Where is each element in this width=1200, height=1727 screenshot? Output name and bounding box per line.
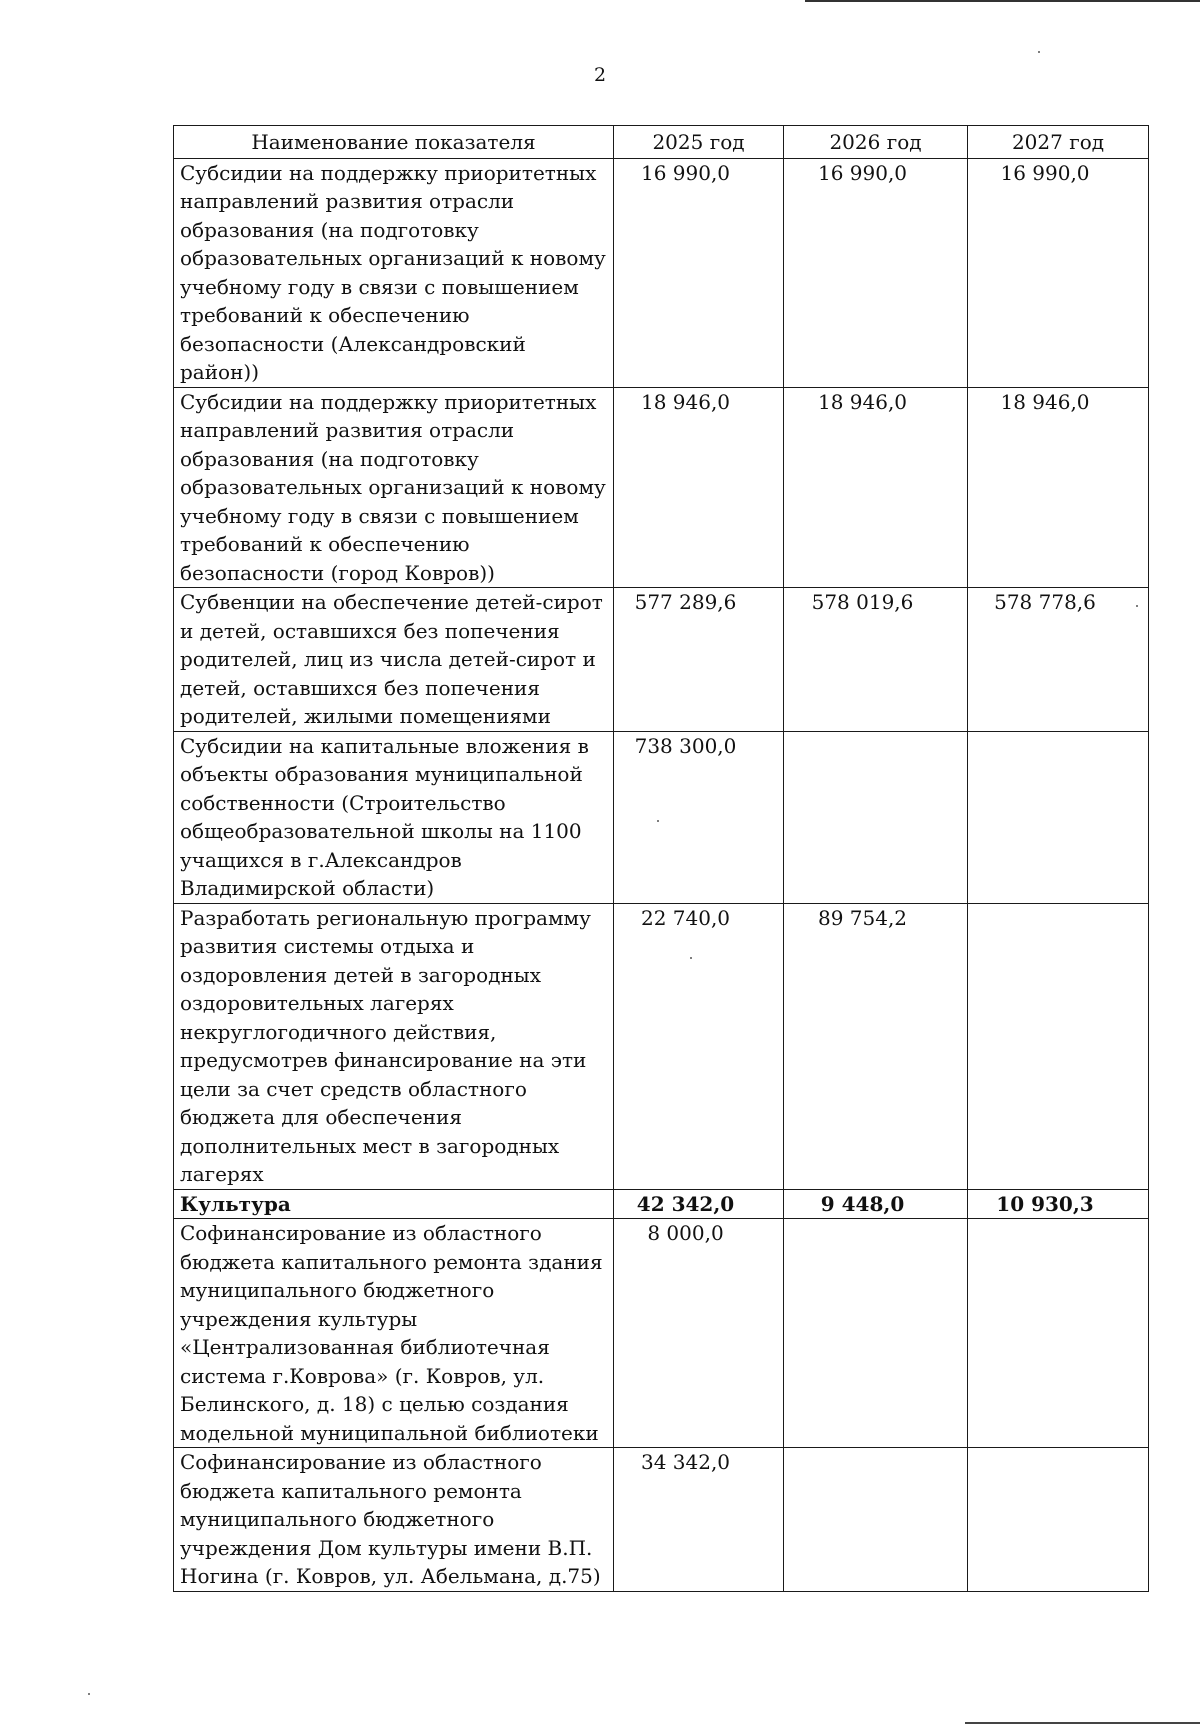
value-2027: 10 930,3	[968, 1189, 1149, 1219]
indicator-name: Субвенции на обеспечение детей-сирот и детей, оставшихся без попечения родителей, лиц из числа детей-сирот и детей, оставшихся без попечения родителей, жилыми помещениями	[174, 588, 614, 732]
budget-table-container	[173, 125, 1148, 1592]
scan-edge-bottom-line	[965, 1722, 1200, 1724]
value-2025: 22 740,0	[614, 903, 784, 1189]
scan-speck	[88, 1693, 90, 1695]
table-row	[174, 731, 1149, 903]
section-name: Культура	[174, 1189, 614, 1219]
scan-speck	[1136, 605, 1138, 607]
value-2027	[968, 731, 1149, 903]
value-2025: 577 289,6	[614, 588, 784, 732]
value-2025: 8 000,0	[614, 1219, 784, 1448]
table-row	[174, 1219, 1149, 1448]
table-row	[174, 387, 1149, 588]
table-row	[174, 588, 1149, 732]
indicator-name: Софинансирование из областного бюджета капитального ремонта муниципального бюджетного учреждения Дом культуры имени В.П. Ногина (г. Ковров, ул. Абельмана, д.75)	[174, 1448, 614, 1592]
value-2027: 16 990,0	[968, 158, 1149, 387]
scan-edge-top-line	[805, 0, 1200, 2]
value-2025: 16 990,0	[614, 158, 784, 387]
value-2026	[784, 1219, 968, 1448]
indicator-name: Субсидии на поддержку приоритетных направлений развития отрасли образования (на подготовку образовательных организаций к новому учебному году в связи с повышением требований к обеспечению безопасности (Александровский район))	[174, 158, 614, 387]
header-year-2025: 2025 год	[614, 126, 784, 159]
scan-speck	[657, 820, 659, 822]
budget-table	[173, 125, 1149, 1592]
header-indicator-name: Наименование показателя	[174, 126, 614, 159]
value-2026	[784, 731, 968, 903]
value-2027	[968, 903, 1149, 1189]
scan-speck	[1038, 51, 1040, 53]
page-number: 2	[593, 64, 607, 86]
value-2027	[968, 1219, 1149, 1448]
indicator-name: Субсидии на капитальные вложения в объекты образования муниципальной собственности (Строительство общеобразовательной школы на 1100 учащихся в г.Александров Владимирской области)	[174, 731, 614, 903]
value-2025: 42 342,0	[614, 1189, 784, 1219]
value-2026: 89 754,2	[784, 903, 968, 1189]
value-2025: 738 300,0	[614, 731, 784, 903]
table-row	[174, 1448, 1149, 1592]
value-2026: 16 990,0	[784, 158, 968, 387]
value-2027: 578 778,6	[968, 588, 1149, 732]
header-year-2027: 2027 год	[968, 126, 1149, 159]
table-header-row	[174, 126, 1149, 159]
table-row	[174, 158, 1149, 387]
value-2026: 578 019,6	[784, 588, 968, 732]
value-2025: 34 342,0	[614, 1448, 784, 1592]
value-2027: 18 946,0	[968, 387, 1149, 588]
value-2027	[968, 1448, 1149, 1592]
indicator-name: Софинансирование из областного бюджета капитального ремонта здания муниципального бюджетного учреждения культуры «Централизованная библиотечная система г.Коврова» (г. Ковров, ул. Белинского, д. 18) с целью создания модельной муниципальной библиотеки	[174, 1219, 614, 1448]
indicator-name: Субсидии на поддержку приоритетных направлений развития отрасли образования (на подготовку образовательных организаций к новому учебному году в связи с повышением требований к обеспечению безопасности (город Ковров))	[174, 387, 614, 588]
value-2026: 18 946,0	[784, 387, 968, 588]
indicator-name: Разработать региональную программу развития системы отдыха и оздоровления детей в загородных оздоровительных лагерях некруглогодичного действия, предусмотрев финансирование на эти цели за счет средств областного бюджета для обеспечения дополнительных мест в загородных лагерях	[174, 903, 614, 1189]
value-2025: 18 946,0	[614, 387, 784, 588]
table-row	[174, 903, 1149, 1189]
value-2026: 9 448,0	[784, 1189, 968, 1219]
value-2026	[784, 1448, 968, 1592]
scan-speck	[690, 957, 692, 959]
section-total-row	[174, 1189, 1149, 1219]
header-year-2026: 2026 год	[784, 126, 968, 159]
